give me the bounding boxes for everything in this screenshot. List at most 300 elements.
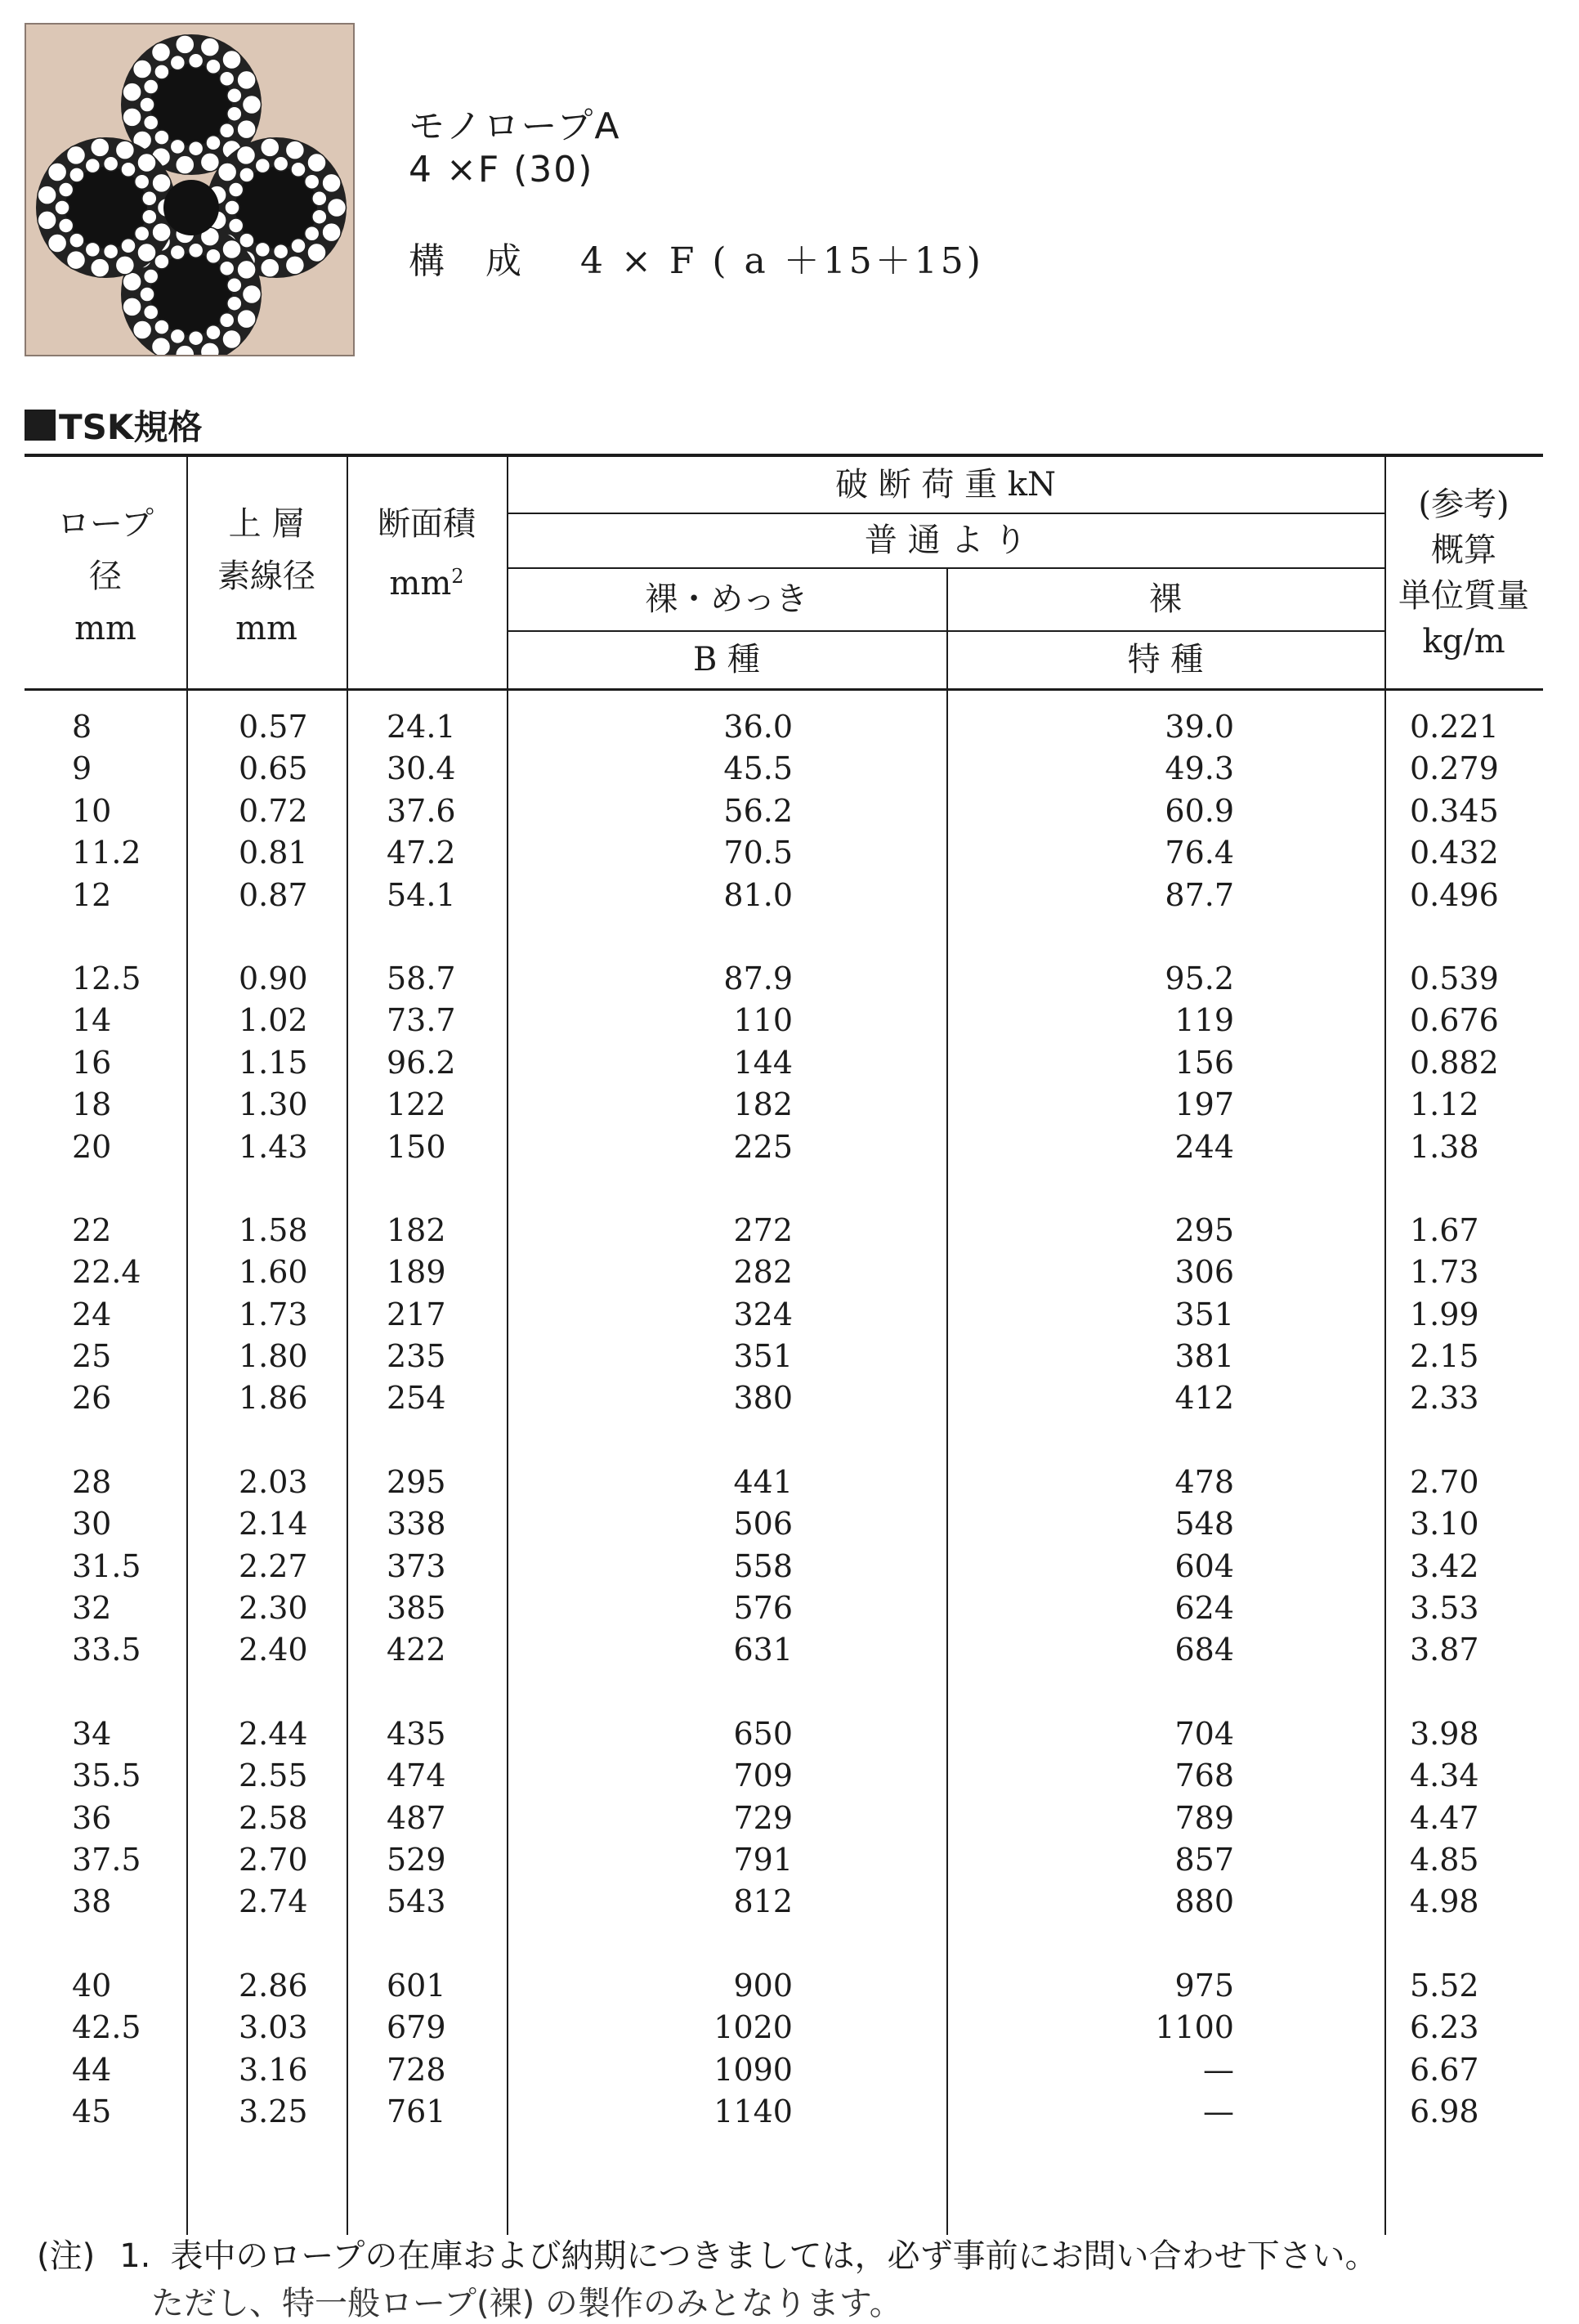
breaking-load-b-cell: 380 — [733, 1380, 793, 1417]
breaking-load-special-cell: — — [1203, 2093, 1234, 2129]
wire — [322, 173, 341, 192]
breaking-load-b-cell: 1090 — [713, 2051, 793, 2088]
rope-diameter-cell: 33.5 — [72, 1632, 141, 1668]
rope-cross-section-drawing — [26, 25, 353, 355]
wire — [170, 245, 185, 260]
sectional-area-cell: 58.7 — [387, 960, 456, 996]
breaking-load-special-cell: 244 — [1174, 1128, 1234, 1165]
sectional-area-cell: 122 — [387, 1086, 446, 1123]
rope-diameter-cell: 12 — [72, 876, 112, 913]
sectional-area-cell: 487 — [387, 1799, 446, 1836]
header-grade-special — [946, 630, 1384, 688]
wire — [206, 249, 221, 263]
breaking-load-special-cell: 49.3 — [1165, 750, 1234, 787]
wire — [189, 331, 204, 346]
rope-diameter-cell: 20 — [72, 1128, 112, 1165]
unit-mass-cell: 3.53 — [1410, 1590, 1479, 1627]
breaking-load-b-cell: 36.0 — [723, 709, 793, 745]
header-mass-unit: kg/m — [1422, 623, 1505, 660]
breaking-load-b-cell: 81.0 — [723, 876, 793, 913]
rope-diameter-cell: 36 — [72, 1799, 112, 1836]
sectional-area-cell: 601 — [387, 1967, 446, 2004]
unit-mass-cell: 6.23 — [1410, 2009, 1479, 2046]
header-finish-galvanized-text: 裸・めっき — [645, 580, 808, 618]
header-mass-line: (参考) — [1418, 486, 1510, 523]
wire — [69, 233, 84, 248]
wire — [200, 38, 219, 56]
wire-diameter-cell: 1.73 — [239, 1296, 308, 1332]
sectional-area-cell: 679 — [387, 2009, 446, 2046]
wire-diameter-cell: 2.58 — [239, 1799, 308, 1836]
wire-diameter-cell: 1.60 — [239, 1254, 308, 1291]
wire — [227, 88, 242, 103]
breaking-load-b-cell: 506 — [733, 1506, 793, 1543]
table-row — [25, 1042, 1543, 1084]
table-row — [25, 1965, 1543, 2007]
table-row — [25, 1755, 1543, 1797]
wire — [305, 174, 320, 189]
wire — [170, 56, 185, 70]
section-title-text: TSK規格 — [59, 407, 203, 447]
table-row — [25, 2007, 1543, 2049]
header-grade-special-text: 特 種 — [1127, 640, 1204, 678]
wire-diameter-cell: 2.70 — [239, 1841, 308, 1878]
breaking-load-b-cell: 729 — [733, 1799, 793, 1836]
wire-diameter-cell: 1.80 — [239, 1338, 308, 1375]
breaking-load-special-cell: 624 — [1174, 1590, 1234, 1627]
breaking-load-special-cell: 1100 — [1155, 2009, 1234, 2046]
wire — [104, 244, 119, 259]
wire-diameter-cell: 2.30 — [239, 1590, 308, 1627]
footnote-number: 1. — [119, 2237, 151, 2275]
wire — [243, 96, 262, 114]
wire — [144, 79, 159, 94]
sectional-area-cell: 474 — [387, 1758, 446, 1794]
breaking-load-b-cell: 70.5 — [723, 835, 793, 871]
rope-diameter-cell: 32 — [72, 1590, 112, 1627]
breaking-load-special-cell: 156 — [1174, 1044, 1234, 1081]
wire — [170, 329, 185, 343]
row-group — [25, 706, 1543, 916]
wire — [227, 278, 242, 293]
table-row — [25, 748, 1543, 790]
breaking-load-special-cell: 87.7 — [1165, 876, 1234, 913]
rope-cross-section-image — [25, 23, 355, 356]
breaking-load-b-cell: 87.9 — [723, 960, 793, 996]
footnote-text: 表中のロープの在庫および納期につきましては，必ず事前にお問い合わせ下さい。 — [170, 2237, 1378, 2275]
sectional-area-cell: 728 — [387, 2051, 446, 2088]
table-row — [25, 706, 1543, 748]
rope-diameter-cell: 10 — [72, 792, 112, 829]
wire — [121, 162, 136, 177]
wire-diameter-cell: 1.02 — [239, 1002, 308, 1039]
wire — [85, 242, 100, 257]
wire-diameter-cell: 0.72 — [239, 792, 308, 829]
product-name: モノロープA — [409, 105, 621, 147]
breaking-load-b-cell: 272 — [733, 1211, 793, 1248]
sectional-area-cell: 73.7 — [387, 1002, 456, 1039]
unit-mass-cell: 0.676 — [1410, 1002, 1499, 1039]
breaking-load-b-cell: 56.2 — [723, 792, 793, 829]
unit-mass-cell: 6.98 — [1410, 2093, 1479, 2129]
wire — [67, 146, 86, 164]
breaking-load-special-cell: 351 — [1174, 1296, 1234, 1332]
wire — [69, 168, 84, 182]
sectional-area-cell: 182 — [387, 1211, 446, 1248]
wire — [305, 226, 320, 241]
header-grade-b — [507, 630, 946, 688]
header-outer-wire-diameter — [186, 498, 347, 655]
wire-diameter-cell: 0.65 — [239, 750, 308, 787]
breaking-load-b-cell: 182 — [733, 1086, 793, 1123]
wire — [220, 71, 235, 86]
wire — [218, 163, 237, 181]
sectional-area-cell: 150 — [387, 1128, 446, 1165]
breaking-load-special-cell: 548 — [1174, 1506, 1234, 1543]
section-square-icon — [25, 410, 56, 441]
wire — [237, 310, 256, 329]
row-group — [25, 1210, 1543, 1420]
breaking-load-b-cell: 709 — [733, 1758, 793, 1794]
wire — [222, 240, 241, 259]
unit-mass-cell: 0.432 — [1410, 835, 1499, 871]
table-row — [25, 1377, 1543, 1419]
wire — [123, 298, 141, 316]
rope-diameter-cell: 8 — [72, 709, 92, 745]
header-area-unit-base: mm — [389, 565, 452, 602]
table-row — [25, 2049, 1543, 2091]
rope-diameter-cell: 25 — [72, 1338, 112, 1375]
rope-diameter-cell: 26 — [72, 1380, 112, 1417]
breaking-load-b-cell: 144 — [733, 1044, 793, 1081]
row-group — [25, 958, 1543, 1168]
wire — [140, 287, 154, 302]
unit-mass-cell: 0.882 — [1410, 1044, 1499, 1081]
unit-mass-cell: 3.98 — [1410, 1715, 1479, 1752]
sectional-area-cell: 47.2 — [387, 835, 456, 871]
unit-mass-cell: 3.87 — [1410, 1632, 1479, 1668]
unit-mass-cell: 4.34 — [1410, 1758, 1479, 1794]
wire-diameter-cell: 3.25 — [239, 2093, 308, 2129]
wire — [140, 97, 154, 112]
wire-diameter-cell: 1.86 — [239, 1380, 308, 1417]
table-row — [25, 958, 1543, 1000]
wire — [255, 159, 270, 173]
unit-mass-cell: 0.221 — [1410, 709, 1499, 745]
wire — [229, 182, 244, 197]
wire — [67, 251, 86, 270]
spec-table — [25, 454, 1543, 2235]
wire — [133, 60, 152, 78]
wire — [144, 305, 159, 320]
wire — [137, 243, 156, 262]
wire-diameter-cell: 2.86 — [239, 1967, 308, 2004]
wire — [322, 223, 341, 242]
breaking-load-special-cell: 76.4 — [1165, 835, 1234, 871]
breaking-load-special-cell: 39.0 — [1165, 709, 1234, 745]
table-body — [25, 706, 1543, 2174]
sectional-area-cell: 54.1 — [387, 876, 456, 913]
header-rope-diameter-line: 径 — [89, 557, 122, 595]
wire — [152, 43, 171, 61]
header-area-line: 断面積 — [378, 505, 476, 543]
breaking-load-special-cell: 684 — [1174, 1632, 1234, 1668]
sectional-area-cell: 373 — [387, 1547, 446, 1584]
table-row — [25, 1839, 1543, 1881]
breaking-load-special-cell: 381 — [1174, 1338, 1234, 1375]
header-wire-diameter-line: 上 層 — [228, 505, 305, 543]
wire — [237, 120, 256, 139]
breaking-load-b-cell: 1140 — [713, 2093, 793, 2129]
rope-diameter-cell: 40 — [72, 1967, 112, 2004]
header-breaking-load — [507, 457, 1384, 513]
wire-diameter-cell: 1.30 — [239, 1086, 308, 1123]
sectional-area-cell: 217 — [387, 1296, 446, 1332]
breaking-load-b-cell: 324 — [733, 1296, 793, 1332]
header-area-unit — [389, 550, 463, 610]
rope-core — [163, 180, 219, 235]
header-wire-diameter-line: 素線径 — [217, 557, 315, 595]
rope-diameter-cell: 22 — [72, 1211, 112, 1248]
wire — [237, 146, 256, 164]
breaking-load-b-cell: 45.5 — [723, 750, 793, 787]
wire-diameter-cell: 0.87 — [239, 876, 308, 913]
breaking-load-b-cell: 576 — [733, 1590, 793, 1627]
sectional-area-cell: 254 — [387, 1380, 446, 1417]
rope-diameter-cell: 34 — [72, 1715, 112, 1752]
wire-diameter-cell: 0.57 — [239, 709, 308, 745]
table-row — [25, 1713, 1543, 1755]
breaking-load-b-cell: 650 — [733, 1715, 793, 1752]
wire — [144, 269, 159, 284]
rope-diameter-cell: 22.4 — [72, 1254, 141, 1291]
wire-diameter-cell: 3.16 — [239, 2051, 308, 2088]
rope-diameter-cell: 14 — [72, 1002, 112, 1039]
wire — [38, 186, 56, 204]
header-mass-line: 概算 — [1431, 531, 1496, 569]
unit-mass-cell: 0.279 — [1410, 750, 1499, 787]
wire — [222, 329, 241, 348]
wire — [227, 106, 242, 121]
breaking-load-b-cell: 791 — [733, 1841, 793, 1878]
unit-mass-cell: 1.73 — [1410, 1254, 1479, 1291]
wire — [152, 338, 171, 355]
wire — [123, 108, 141, 127]
unit-mass-cell: 6.67 — [1410, 2051, 1479, 2088]
wire — [200, 343, 219, 355]
footnote-mark: (注) — [37, 2237, 96, 2275]
header-area-unit-sup: 2 — [451, 565, 464, 588]
wire — [48, 234, 67, 253]
unit-mass-cell: 3.42 — [1410, 1547, 1479, 1584]
table-row — [25, 1629, 1543, 1671]
wire — [239, 168, 254, 182]
wire — [307, 243, 326, 262]
wire — [142, 191, 157, 206]
wire — [206, 325, 221, 340]
footnote-second-line: ただし、特一般ロープ(裸) の製作のみとなります。 — [151, 2285, 902, 2322]
wire — [123, 83, 141, 101]
wire — [38, 211, 56, 230]
sectional-area-cell: 385 — [387, 1590, 446, 1627]
breaking-load-special-cell: 306 — [1174, 1254, 1234, 1291]
wire-diameter-cell: 0.90 — [239, 960, 308, 996]
sectional-area-cell: 30.4 — [387, 750, 456, 787]
wire-diameter-cell: 2.27 — [239, 1547, 308, 1584]
product-code: 4 ×F (30) — [409, 149, 594, 190]
table-row — [25, 2091, 1543, 2133]
rope-diameter-cell: 28 — [72, 1463, 112, 1500]
wire — [220, 313, 235, 328]
table-row — [25, 1336, 1543, 1377]
wire-diameter-cell: 3.03 — [239, 2009, 308, 2046]
wire-diameter-cell: 1.15 — [239, 1044, 308, 1081]
breaking-load-b-cell: 351 — [733, 1338, 793, 1375]
breaking-load-b-cell: 631 — [733, 1632, 793, 1668]
rope-diameter-cell: 31.5 — [72, 1547, 141, 1584]
header-unit-mass — [1384, 481, 1543, 665]
wire — [121, 239, 136, 253]
wire-diameter-cell: 2.44 — [239, 1715, 308, 1752]
wire — [152, 223, 171, 242]
table-row — [25, 1294, 1543, 1336]
sectional-area-cell: 295 — [387, 1463, 446, 1500]
rope-diameter-cell: 18 — [72, 1086, 112, 1123]
rope-diameter-cell: 37.5 — [72, 1841, 141, 1878]
wire — [285, 256, 304, 275]
rope-diameter-cell: 11.2 — [72, 835, 141, 871]
unit-mass-cell: 4.47 — [1410, 1799, 1479, 1836]
breaking-load-b-cell: 900 — [733, 1967, 793, 2004]
rope-diameter-cell: 45 — [72, 2093, 112, 2129]
breaking-load-special-cell: 789 — [1174, 1799, 1234, 1836]
wire — [144, 115, 159, 130]
breaking-load-special-cell: 60.9 — [1165, 792, 1234, 829]
header-grade-b-text: B 種 — [692, 640, 761, 678]
rope-diameter-cell: 35.5 — [72, 1758, 141, 1794]
wire — [312, 209, 327, 224]
wire — [285, 141, 304, 159]
rope-diameter-cell: 44 — [72, 2051, 112, 2088]
wire — [274, 156, 289, 171]
breaking-load-b-cell: 225 — [733, 1128, 793, 1165]
table-row — [25, 1798, 1543, 1839]
wire — [229, 218, 244, 233]
table-row — [25, 1126, 1543, 1168]
wire-diameter-cell: 2.74 — [239, 1883, 308, 1920]
wire — [222, 51, 241, 69]
breaking-load-b-cell: 812 — [733, 1883, 793, 1920]
unit-mass-cell: 4.85 — [1410, 1841, 1479, 1878]
wire — [91, 258, 110, 277]
table-row — [25, 1000, 1543, 1041]
breaking-load-b-cell: 282 — [733, 1254, 793, 1291]
wire — [115, 256, 134, 275]
row-group — [25, 1462, 1543, 1672]
breaking-load-b-cell: 558 — [733, 1547, 793, 1584]
unit-mass-cell: 1.67 — [1410, 1211, 1479, 1248]
rope-diameter-cell: 9 — [72, 750, 92, 787]
section-title — [25, 401, 202, 450]
table-row — [25, 1084, 1543, 1126]
unit-mass-cell: 5.52 — [1410, 1967, 1479, 2004]
sectional-area-cell: 235 — [387, 1338, 446, 1375]
wire — [152, 173, 171, 192]
header-rope-diameter-line: ロープ — [57, 505, 154, 543]
unit-mass-cell: 0.539 — [1410, 960, 1499, 996]
wire-diameter-cell: 0.81 — [239, 835, 308, 871]
breaking-load-special-cell: 197 — [1174, 1086, 1234, 1123]
table-row — [25, 1210, 1543, 1252]
breaking-load-special-cell: — — [1203, 2051, 1234, 2088]
wire — [59, 182, 74, 197]
wire — [137, 154, 156, 172]
wire — [261, 258, 280, 277]
header-sectional-area — [347, 498, 507, 610]
wire — [59, 218, 74, 233]
wire — [220, 261, 235, 275]
unit-mass-cell: 0.345 — [1410, 792, 1499, 829]
breaking-load-special-cell: 975 — [1174, 1967, 1234, 2004]
wire — [48, 163, 67, 181]
unit-mass-cell: 2.15 — [1410, 1338, 1479, 1375]
wire — [225, 200, 239, 215]
breaking-load-special-cell: 768 — [1174, 1758, 1234, 1794]
wire — [227, 296, 242, 311]
breaking-load-special-cell: 119 — [1174, 1002, 1234, 1039]
unit-mass-cell: 3.10 — [1410, 1506, 1479, 1543]
wire — [307, 154, 326, 172]
wire-diameter-cell: 2.55 — [239, 1758, 308, 1794]
unit-mass-cell: 1.99 — [1410, 1296, 1479, 1332]
wire — [206, 136, 221, 150]
wire — [206, 59, 221, 74]
wire-diameter-cell: 1.43 — [239, 1128, 308, 1165]
wire — [170, 139, 185, 154]
table-row — [25, 1587, 1543, 1629]
row-group — [25, 1713, 1543, 1923]
sectional-area-cell: 96.2 — [387, 1044, 456, 1081]
rope-diameter-cell: 12.5 — [72, 960, 141, 996]
header-wire-diameter-unit: mm — [235, 610, 297, 647]
wire — [176, 155, 195, 174]
rope-diameter-cell: 38 — [72, 1883, 112, 1920]
wire-diameter-cell: 2.40 — [239, 1632, 308, 1668]
wire — [328, 199, 347, 217]
wire — [55, 200, 69, 215]
sectional-area-cell: 529 — [387, 1841, 446, 1878]
header-finish-bright — [946, 567, 1384, 630]
wire — [154, 65, 169, 79]
header-rope-diameter-unit: mm — [74, 610, 136, 647]
breaking-load-b-cell: 1020 — [713, 2009, 793, 2046]
breaking-load-special-cell: 295 — [1174, 1211, 1234, 1248]
rope-diameter-cell: 30 — [72, 1506, 112, 1543]
breaking-load-special-cell: 604 — [1174, 1547, 1234, 1584]
wire — [135, 226, 150, 241]
table-row — [25, 832, 1543, 874]
wire — [104, 156, 119, 171]
header-lay-text: 普 通 よ り — [864, 521, 1027, 559]
breaking-load-special-cell: 412 — [1174, 1380, 1234, 1417]
wire — [189, 141, 204, 156]
header-lay — [507, 513, 1384, 567]
header-finish-galvanized — [507, 567, 946, 630]
wire-diameter-cell: 2.03 — [239, 1463, 308, 1500]
wire — [91, 138, 110, 157]
header-rope-diameter — [25, 498, 186, 655]
composition — [409, 231, 984, 284]
